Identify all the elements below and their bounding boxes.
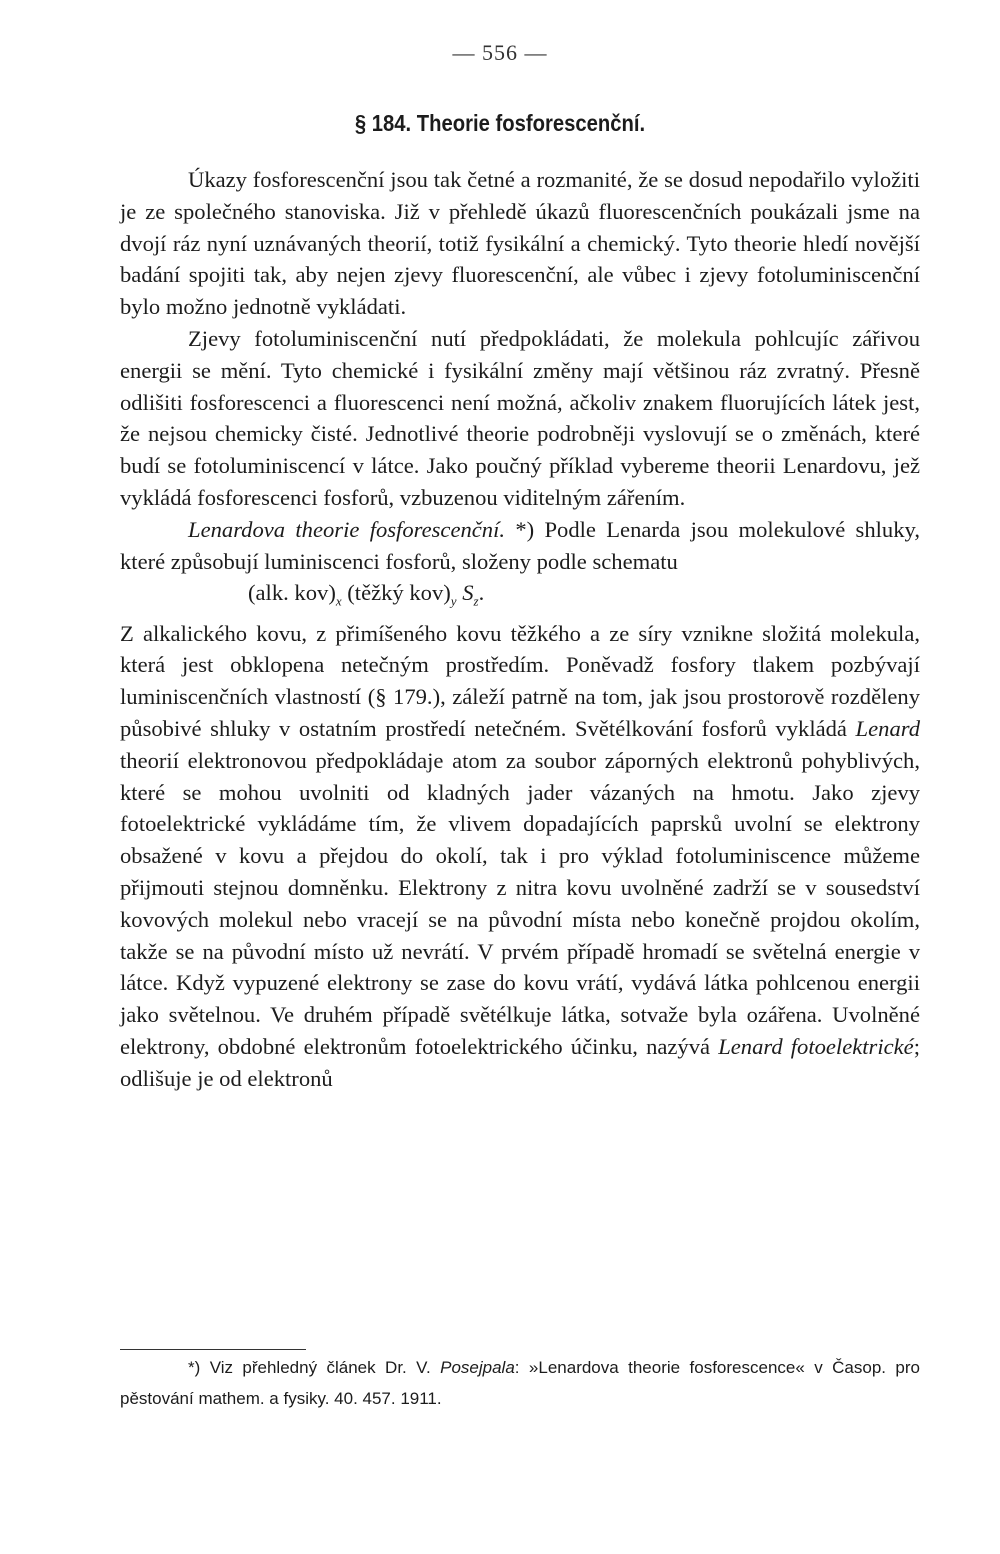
author-name: Lenard <box>855 716 920 742</box>
footnote-b: : »Lenardova theorie fosforescence« v Časop. pro pěstování mathem. a fysiky. 40. 457. 1911. <box>120 1358 920 1408</box>
paragraph-4 <box>120 618 920 1095</box>
formula-sub-z: z <box>473 593 479 609</box>
page-number: — 556 — <box>452 40 548 65</box>
paragraph-4-c: ; odlišuje je od elektronů <box>120 1034 920 1091</box>
section-heading: § 184. Theorie fosforescenční. <box>354 110 646 136</box>
formula-sub-x: x <box>335 593 342 609</box>
paragraph-3 <box>120 514 920 578</box>
footnote-divider <box>120 1349 306 1350</box>
paragraph-4-a: Z alkalického kovu, z přimíšeného kovu těžkého a ze síry vznikne složitá molekula, která jest obklopena netečným prostředím. Poněvadž fosfory tlakem pozbývají luminiscenčních vlastností (§ 179.), záleží patrně na tom, jak jsou prostorově rozděleny působivé shluky v ostatním prostředí netečném. Světélkování fosforů vykládá <box>120 620 920 742</box>
formula-alk: (alk. kov) <box>248 580 336 606</box>
formula-sulfur: S <box>456 580 474 606</box>
term-italic: Lenard fotoelektrické <box>718 1034 914 1060</box>
subsection-title: Lenardova theorie fosforescenční. <box>188 516 506 542</box>
footnote <box>120 1352 920 1414</box>
main-text <box>120 164 920 1095</box>
footnote-a: *) Viz přehledný článek Dr. V. <box>188 1358 441 1377</box>
formula <box>120 577 920 617</box>
formula-sub-y: y <box>450 593 457 609</box>
footnote-text <box>120 1352 920 1414</box>
formula-heavy: (těžký kov) <box>341 580 451 606</box>
formula-end: . <box>478 580 485 606</box>
paragraph-3-text: *) Podle Lenarda jsou molekulové shluky, které způsobují luminiscenci fosforů, složeny podle schematu <box>120 516 920 574</box>
footnote-author: Posejpala <box>440 1358 515 1377</box>
paragraph-2: Zjevy fotoluminiscenční nutí předpokládati, že molekula pohlcujíc zářivou energii se mění. Tyto chemické i fysikální změny mají většinou ráz zvratný. Přesně odlišiti fosforescenci a fluorescenci není možná, ačkoliv znakem fluorujících látek jest, že nejsou chemicky čisté. Jednotlivé theorie podrobněji vyslovují se o změnách, které budí se fotoluminiscencí v látce. Jako poučný příklad vybereme theorii Lenardovu, jež vykládá fosforescenci fosforů, vzbuzenou viditelným zářením. <box>120 325 920 510</box>
paragraph-4-b: theorií elektronovou předpokládaje atom za soubor záporných elektronů pohyblivých, které se mohou uvolniti od kladných jader vázaných na hmotu. Jako zjevy fotoelektrické vykládáme tím, že vlivem dopadajících paprsků uvolní se elektrony obsažené v kovu a přejdou do okolí, tak i pro výklad fotoluminiscence můžeme přijmouti stejnou domněnku. Elektrony z nitra kovu uvolněné zadrží se v sousedství kovových molekul nebo vracejí se na původní místa nebo konečně projdou okolím, takže se na původní místo už nevrátí. V prvém případě hromadí se světelná energie v látce. Když vypuzené elektrony se zase do kovu vrátí, vydává látka pohlcenou energii jako světelnou. Ve druhém případě světélkuje látka, sotvaže byla ozářena. Uvolněné elektrony, obdobné elektronům fotoelektrického účinku, nazývá <box>120 747 920 1060</box>
paragraph-1: Úkazy fosforescenční jsou tak četné a rozmanité, že se dosud nepodařilo vyložiti je ze společného stanoviska. Již v přehledě úkazů fluorescenčních poukázali jsme na dvojí ráz nyní uznávaných theorií, totiž fysikální a chemický. Tyto theorie hledí novější badání spojiti tak, aby nejen zjevy fluorescenční, ale vůbec i zjevy fotoluminiscenční bylo možno jednotně vykládati. <box>120 167 920 320</box>
